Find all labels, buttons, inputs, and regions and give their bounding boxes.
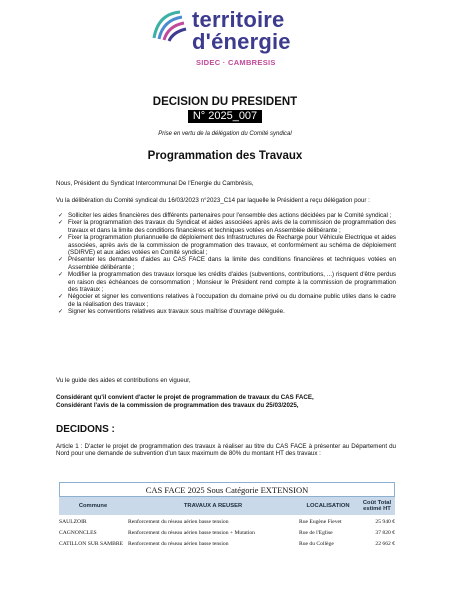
decidons-heading: DECIDONS : — [56, 424, 115, 435]
cell-commune: CAGNONCLES — [59, 530, 97, 536]
list-item — [56, 308, 396, 315]
cell-localisation: Rue du Collège — [299, 541, 334, 547]
check-icon: ✓ — [58, 308, 64, 316]
list-item-text: Présenter les demandes d'aides au CAS FACE dans la limite des conditions financières et techniques votées en Assemblée délibérante ; — [68, 256, 396, 271]
check-icon: ✓ — [58, 212, 64, 219]
cell-commune: CATILLON SUR SAMBRE — [59, 541, 124, 547]
check-icon: ✓ — [58, 293, 64, 301]
list-item-text: Signer les conventions relatives aux travaux sous maîtrise d'ouvrage déléguée. — [68, 308, 285, 316]
list-item — [56, 219, 396, 234]
cell-commune: SAULZOIR — [59, 519, 87, 525]
logo — [150, 6, 310, 84]
arcs-logo-icon — [150, 8, 190, 44]
header-localisation: LOCALISATION — [306, 502, 350, 509]
list-item-text: Solliciter les aides financières des différents partenaires pour l'ensemble des actions décidées par le Comité syndical ; — [68, 212, 392, 219]
header-travaux: TRAVAUX A REUSER — [183, 502, 243, 509]
table-header — [59, 497, 395, 515]
cell-cout: 37 820 € — [375, 530, 395, 536]
considerant-1: Considérant qu'il convient d'acter le projet de programmation de travaux du CAS FACE, — [56, 394, 314, 401]
nous-paragraph: Nous, Président du Syndicat Intercommunal De l'Energie du Cambrésis, — [56, 180, 254, 187]
decision-number: N° 2025_007 — [188, 110, 262, 123]
cell-cout: 22 662 € — [375, 541, 395, 547]
table-row — [59, 539, 395, 550]
vu-deliberation-paragraph: Vu la délibération du Comité syndical du 16/03/2023 n°2023_C14 par laquelle le Président a reçu délégation pour : — [56, 197, 370, 204]
table-caption: CAS FACE 2025 Sous Catégorie EXTENSION — [59, 482, 395, 497]
delegation-note: Prise en vertu de la délégation du Comité syndical — [158, 131, 292, 137]
check-icon: ✓ — [58, 219, 64, 227]
check-icon: ✓ — [58, 234, 64, 242]
list-item — [56, 212, 396, 219]
article-1: Article 1 : D'acter le projet de programmation des travaux à réaliser au titre du CAS FACE à présenter au Département du Nord pour une demande de subvention d'un taux maximum de 80% du montant HT des travaux : — [56, 443, 396, 458]
list-item-text: Négocier et signer les conventions relatives à l'occupation du domaine privé ou du domaine public utiles dans le cadre de la réalisation des travaux ; — [68, 293, 396, 308]
cell-localisation: Rue de l'Eglise — [299, 530, 333, 536]
header-commune: Commune — [78, 502, 108, 509]
list-item — [56, 293, 396, 308]
decision-title: DECISION DU PRESIDENT — [152, 96, 298, 108]
cell-localisation: Rue Eugène Fievet — [299, 519, 342, 525]
list-item-text: Fixer la programmation des travaux du Syndicat et aides associées après avis de la commission de programmation des travaux et dans la limite des conditions financières et techniques votées en Assemblée délibérante ; — [68, 219, 396, 234]
cell-travaux: Renforcement du réseau aérien basse tension — [128, 541, 229, 547]
logo-line1: territoire — [192, 7, 285, 32]
logo-subtitle: SIDEC · CAMBRESIS — [196, 58, 276, 67]
table-row — [59, 528, 395, 539]
list-item — [56, 234, 396, 256]
header-cout: Coût Total estimé HT — [362, 499, 392, 512]
list-item-text: Fixer la programmation pluriannuelle de déploiement des Infrastructures de Recharge pour Véhicule Electrique et aides associées, après avis de la commission de programmation des travaux, et conformément au schéma de déploiement (SDIRVE) et aux aides votées en Comité syndical ; — [68, 234, 396, 257]
logo-line2: d'énergie — [192, 29, 291, 54]
delegation-list — [56, 212, 396, 316]
list-item-text: Modifier la programmation des travaux lorsque les crédits d'aides (subventions, contributions, ...) risquent d'être perdus en raison des échéances de consommation ; Monsieur le Président rend compte à la commission de programmation des travaux ; — [68, 271, 396, 294]
considerant-2: Considérant l'avis de la commission de programmation des travaux du 25/03/2025, — [56, 402, 299, 409]
check-icon: ✓ — [58, 256, 64, 264]
section-heading: Programmation des Travaux — [147, 150, 303, 162]
list-item — [56, 256, 396, 271]
list-item — [56, 271, 396, 293]
cell-cout: 25 940 € — [375, 519, 395, 525]
cell-travaux: Renforcement du réseau aérien basse tension — [128, 519, 229, 525]
vu-guide-paragraph: Vu le guide des aides et contributions en vigueur, — [56, 377, 191, 384]
check-icon: ✓ — [58, 271, 64, 279]
table-row — [59, 517, 395, 528]
cell-travaux: Renforcement du réseau aérien basse tension + Mutation — [128, 530, 255, 536]
